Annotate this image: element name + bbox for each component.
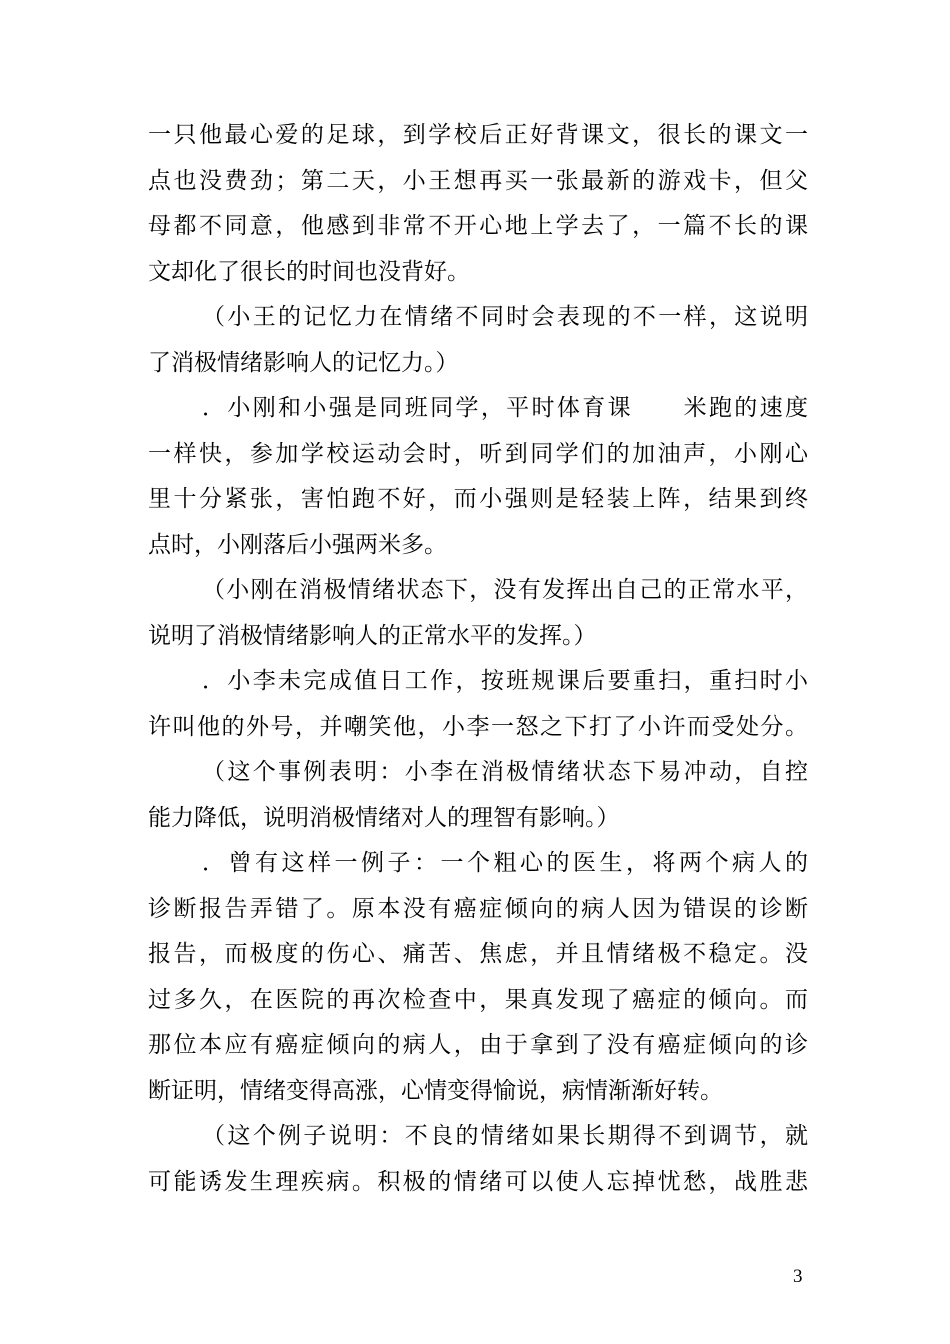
page-number: 3 bbox=[793, 1266, 803, 1287]
text-line: 一样快，参加学校运动会时，听到同学们的加油声，小刚心 bbox=[148, 440, 808, 467]
text-line: 诊断报告弄错了。原本没有癌症倾向的病人因为错误的诊断 bbox=[148, 895, 808, 922]
text-line: 断证明，情绪变得高涨，心情变得愉说，病情渐渐好转。 bbox=[148, 1077, 723, 1104]
text-line: 了消极情绪影响人的记忆力。） bbox=[148, 349, 459, 376]
text-line: 那位本应有癌症倾向的病人，由于拿到了没有癌症倾向的诊 bbox=[148, 1032, 808, 1058]
text-line: （这个例子说明：不良的情绪如果长期得不到调节，就 bbox=[202, 1123, 808, 1149]
text-line: 点也没费劲；第二天，小王想再买一张最新的游戏卡，但父 bbox=[148, 167, 808, 194]
text-line: 许叫他的外号，并嘲笑他，小李一怒之下打了小许而受处分。 bbox=[148, 713, 808, 740]
text-line: （小王的记忆力在情绪不同时会表现的不一样，这说明 bbox=[202, 304, 808, 330]
text-line: ．小刚和小强是同班同学，平时体育课 米跑的速度 bbox=[202, 395, 808, 421]
text-line: ．小李未完成值日工作，按班规课后要重扫，重扫时小 bbox=[202, 668, 808, 694]
text-line: 点时，小刚落后小强两米多。 bbox=[148, 531, 447, 558]
text-line: 可能诱发生理疾病。积极的情绪可以使人忘掉忧愁，战胜悲 bbox=[148, 1168, 808, 1195]
text-line: 一只他最心爱的足球，到学校后正好背课文，很长的课文一 bbox=[148, 122, 808, 148]
text-line: 里十分紧张，害怕跑不好，而小强则是轻装上阵，结果到终 bbox=[148, 486, 808, 512]
text-line: 过多久，在医院的再次检查中，果真发现了癌症的倾向。而 bbox=[148, 986, 808, 1013]
text-line: 报告，而极度的伤心、痛苦、焦虑，并且情绪极不稳定。没 bbox=[148, 941, 808, 967]
text-line: 文却化了很长的时间也没背好。 bbox=[148, 258, 470, 285]
text-line: 说明了消极情绪影响人的正常水平的发挥。） bbox=[148, 622, 597, 649]
text-line: （这个事例表明：小李在消极情绪状态下易冲动，自控 bbox=[202, 759, 808, 785]
text-line: ．曾有这样一例子：一个粗心的医生，将两个病人的 bbox=[202, 850, 808, 876]
text-line: 能力降低，说明消极情绪对人的理智有影响。） bbox=[148, 804, 620, 831]
text-line: 母都不同意，他感到非常不开心地上学去了，一篇不长的课 bbox=[148, 213, 808, 239]
text-line: （小刚在消极情绪状态下，没有发挥出自己的正常水平， bbox=[202, 577, 808, 603]
body-text bbox=[148, 113, 808, 1205]
